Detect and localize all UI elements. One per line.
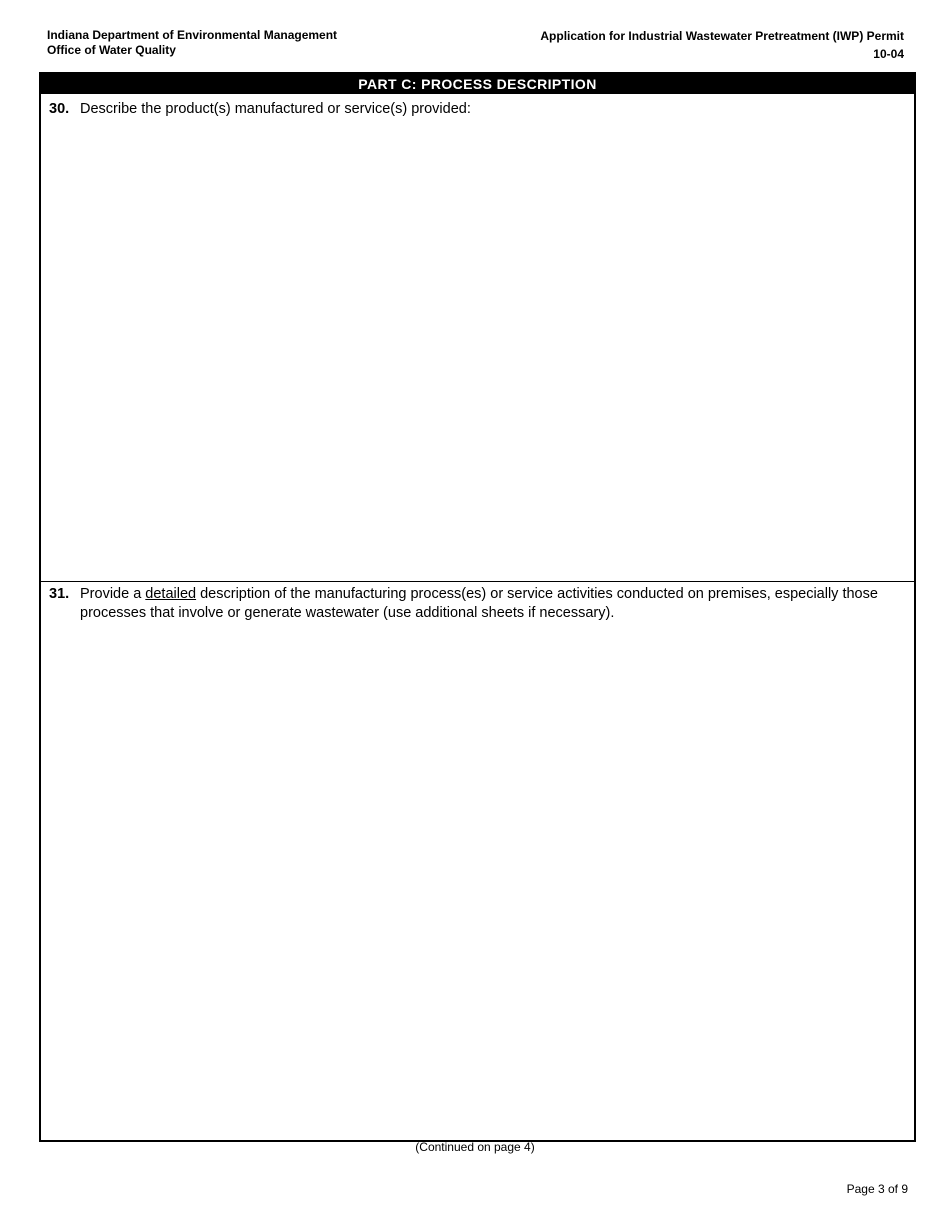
- question-text-rest: description of the manufacturing process(es) or service activities conducted on premises, especially those processes that involve or generate wastewater (use additional sheets if necessary).: [80, 586, 878, 621]
- question-text-start: Provide a: [80, 586, 146, 602]
- form-section-part-c: [39, 72, 916, 1142]
- question-30: [41, 94, 914, 582]
- page-number: Page 3 of 9: [846, 1182, 908, 1196]
- form-revision: 10-04: [873, 47, 904, 61]
- agency-name: Indiana Department of Environmental Management: [47, 28, 338, 42]
- form-title: Application for Industrial Wastewater Pretreatment (IWP) Permit: [540, 29, 904, 43]
- form-header: [540, 27, 904, 63]
- question-31-prompt: [41, 582, 914, 623]
- part-title: PART C: PROCESS DESCRIPTION: [41, 74, 914, 94]
- continued-note: (Continued on page 4): [415, 1140, 535, 1154]
- office-name: Office of Water Quality: [47, 43, 176, 57]
- question-text: Describe the product(s) manufactured or service(s) provided:: [80, 101, 471, 117]
- agency-header: [47, 28, 337, 58]
- question-text-emphasis: detailed: [145, 586, 197, 602]
- question-30-answer-area[interactable]: [49, 128, 906, 573]
- question-31: [41, 582, 914, 1140]
- question-number: 31.: [49, 586, 70, 602]
- question-31-answer-area[interactable]: [49, 636, 906, 1132]
- question-text: [80, 585, 894, 623]
- question-number: 30.: [49, 101, 70, 117]
- question-30-prompt: [41, 94, 914, 119]
